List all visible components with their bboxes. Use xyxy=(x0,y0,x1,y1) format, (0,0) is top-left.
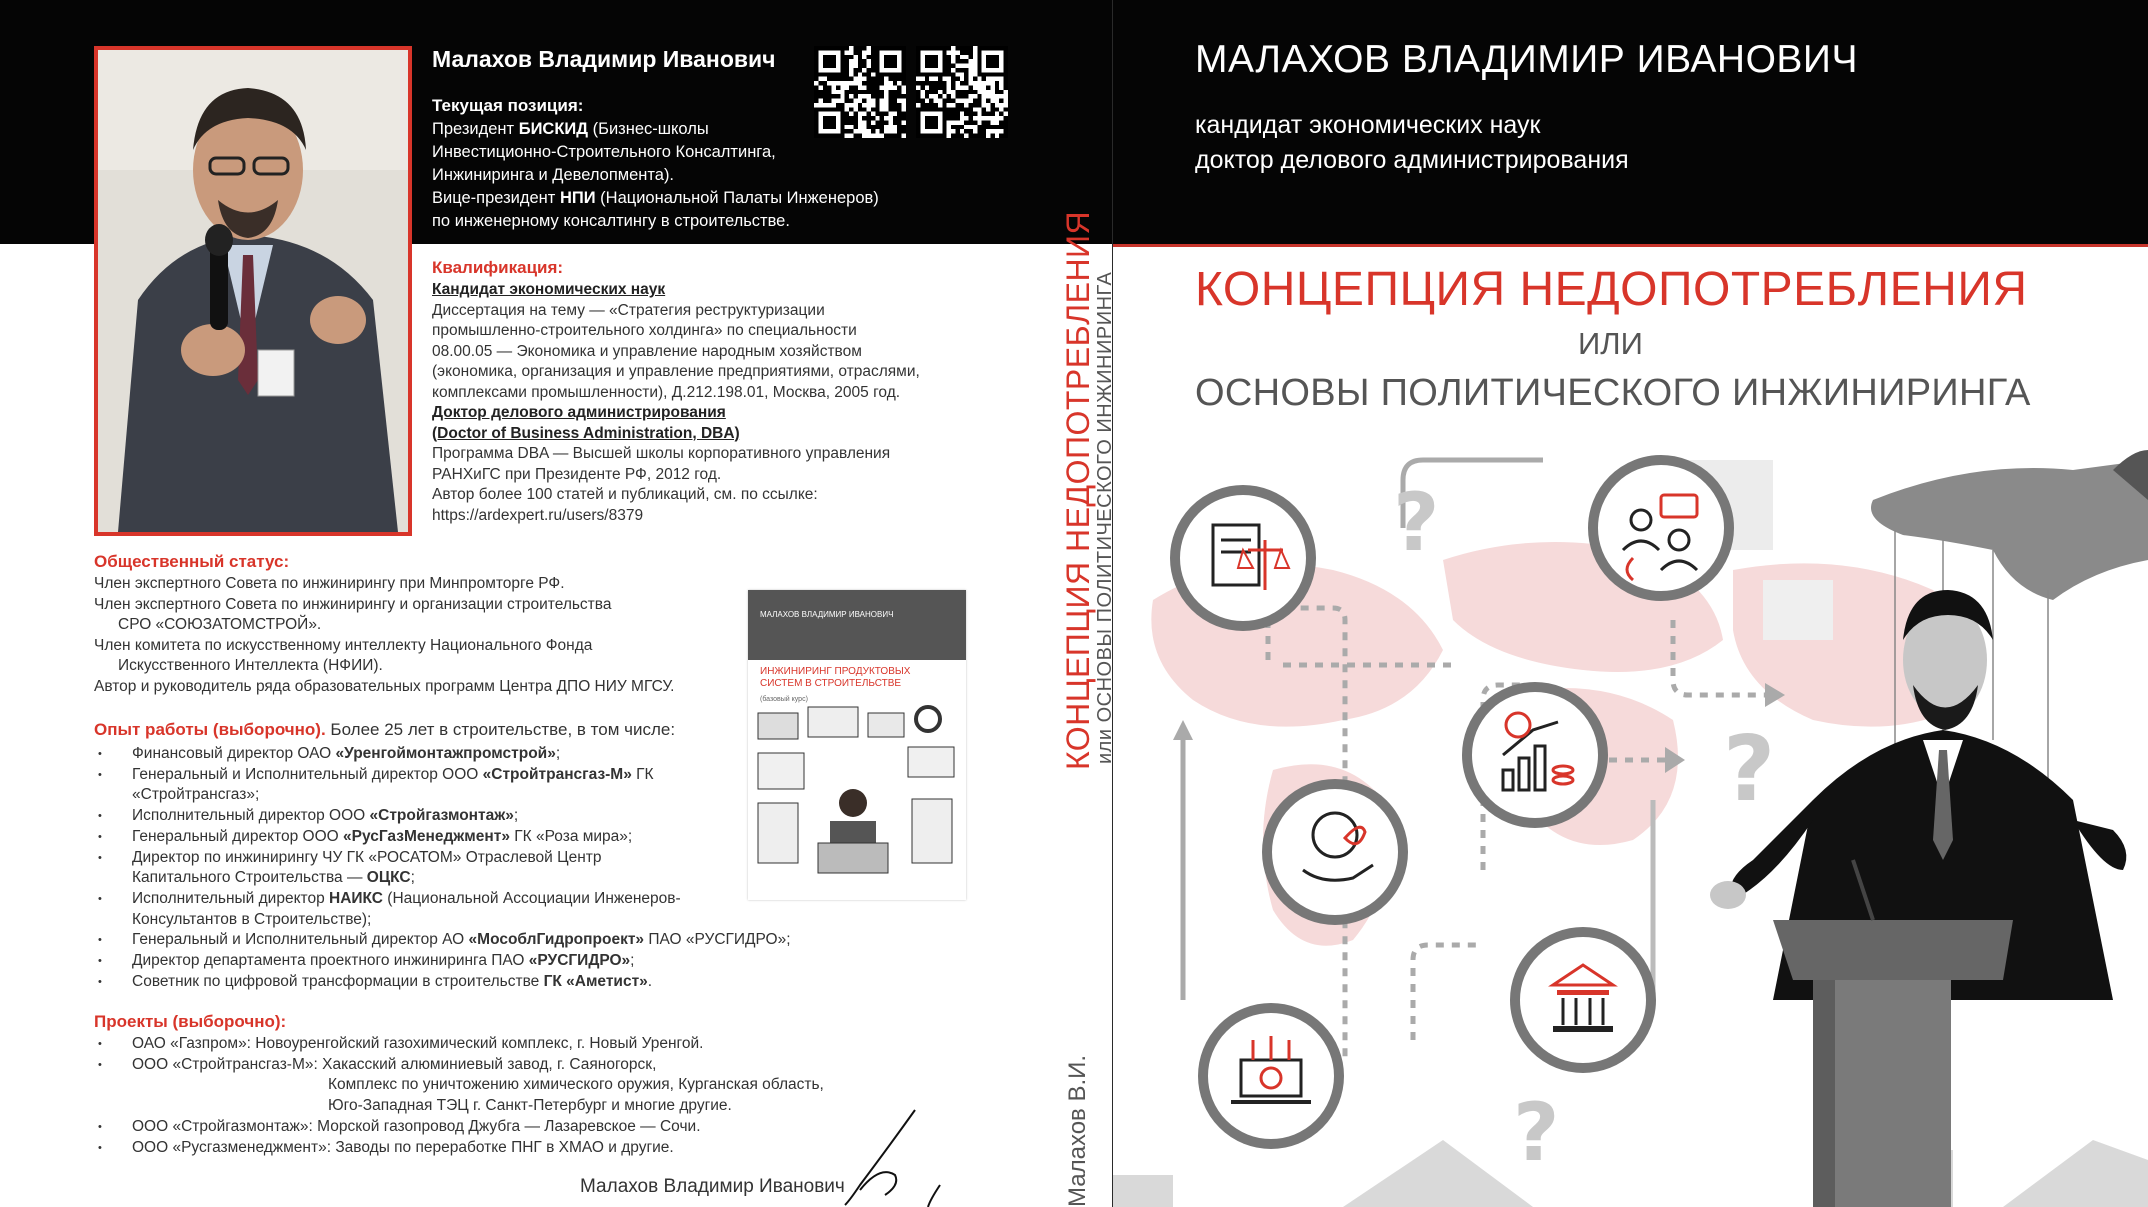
position-line: Инжиниринга и Девелопмента). xyxy=(432,166,675,184)
phd-line: комплексами промышленности), Д.212.198.01, Москва, 2005 год. xyxy=(432,383,901,401)
signature-name: Малахов Владимир Иванович xyxy=(580,1176,845,1197)
dba-description xyxy=(432,444,992,526)
experience-item: • Генеральный и Исполнительный директор АО «МособлГидропроект» ПАО «РУСГИДРО»; xyxy=(94,930,814,951)
back-author-name: Малахов Владимир Иванович xyxy=(432,46,776,72)
money-chart-icon xyxy=(1467,687,1603,823)
degree-line-2: доктор делового администрирования xyxy=(1195,146,1629,174)
status-line: Член экспертного Совета по инжинирингу при Минпромторге РФ. xyxy=(94,575,565,592)
experience-item: • Директор по инжинирингу ЧУ ГК «РОСАТОМ» Отраслевой Центр Капитального Строительства — ОЦКС; xyxy=(94,848,814,889)
experience-bold: «Стройтрансгаз-М» xyxy=(482,765,632,783)
experience-item-cont: Капитального Строительства — ОЦКС; xyxy=(132,869,415,887)
svg-text:?: ? xyxy=(1393,476,1440,569)
phd-heading: Кандидат экономических наук xyxy=(432,281,666,298)
signature-scribble xyxy=(800,1105,960,1207)
svg-text:?: ? xyxy=(1723,717,1776,822)
project-item-cont: Комплекс по уничтожению химического оружия, Курганская область, xyxy=(328,1076,824,1094)
government-building-icon xyxy=(1515,932,1651,1068)
public-status-block xyxy=(94,574,734,697)
globe-hand-icon xyxy=(1267,784,1403,920)
phd-line: промышленно-строительного холдинга» по специальности xyxy=(432,322,857,339)
front-degrees xyxy=(1195,108,1629,178)
experience-list xyxy=(94,744,814,992)
experience-heading-line xyxy=(94,720,794,741)
phd-line: (экономика, организация и управление предприятиями, отраслями, xyxy=(432,363,920,380)
experience-item: • Генеральный директор ООО «РусГазМенеджмент» ГК «Роза мира»; xyxy=(94,827,814,848)
project-item: • ООО «Стройтрансгаз-М»: Хакасский алюминиевый завод, г. Саяногорск, Комплекс по уничтожению химического оружия, Курганская область, Юго-Западная ТЭЦ г. Санкт-Петербург и многие другие. xyxy=(94,1055,914,1117)
project-item: • ООО «Русгазменеджмент»: Заводы по переработке ПНГ в ХМАО и другие. xyxy=(94,1138,914,1159)
position-line: Инвестиционно-Строительного Консалтинга, xyxy=(432,143,776,161)
cover-illustration xyxy=(1113,440,2148,1207)
svg-text:?: ? xyxy=(1513,1086,1560,1179)
experience-item: • Директор департамента проектного инжиниринга ПАО «РУСГИДРО»; xyxy=(94,951,814,972)
phd-description xyxy=(432,301,992,404)
current-position-heading: Текущая позиция: xyxy=(432,96,584,115)
experience-item: • Финансовый директор ОАО «Уренгоймонтажпромстрой»; xyxy=(94,744,814,765)
status-line: Автор и руководитель ряда образовательных программ Центра ДПО НИУ МГСУ. xyxy=(94,677,675,695)
phd-line: Диссертация на тему — «Стратегия реструктуризации xyxy=(432,301,825,319)
experience-heading-rest: Более 25 лет в строительстве, в том числе: xyxy=(325,720,676,739)
dba-heading-2: (Doctor of Business Administration, DBA) xyxy=(432,424,740,442)
front-red-rule xyxy=(1112,244,2148,247)
experience-bold: НАИКС xyxy=(329,889,383,907)
qualification-block xyxy=(432,280,992,526)
puppeteer-hand xyxy=(1871,450,2148,600)
public-status-heading: Общественный статус: xyxy=(94,552,290,571)
spine-author: Малахов В.И. xyxy=(1064,1054,1091,1207)
mini-book-cover[interactable] xyxy=(748,590,966,900)
degree-line-1: кандидат экономических наук xyxy=(1195,111,1541,139)
experience-item: • Исполнительный директор НАИКС (Национальной Ассоциации Инженеров- Консультантов в Строительстве); xyxy=(94,889,814,930)
experience-item: • Генеральный и Исполнительный директор ООО «Стройтрансгаз-М» ГК «Стройтрансгаз»; xyxy=(94,765,814,806)
position-line: по инженерному консалтингу в строительстве. xyxy=(432,212,790,230)
document-scales-icon xyxy=(1175,490,1311,626)
phd-line: 08.00.05 — Экономика и управление народным хозяйством xyxy=(432,342,862,360)
experience-bold: «РусГазМенеджмент» xyxy=(343,827,510,845)
mini-book-illustration xyxy=(748,703,966,883)
laptop-circuit-icon xyxy=(1203,1008,1339,1144)
mini-book-title: ИНЖИНИРИНГ ПРОДУКТОВЫХ СИСТЕМ В СТРОИТЕЛЬСТВЕ xyxy=(760,666,911,689)
book-title-main: КОНЦЕПЦИЯ НЕДОПОТРЕБЛЕНИЯ xyxy=(1195,263,2028,316)
status-line: Искусственного Интеллекта (НФИИ). xyxy=(118,657,383,674)
book-title-or: ИЛИ xyxy=(1578,326,1643,361)
qualification-heading: Квалификация: xyxy=(432,258,564,277)
experience-bold: «Уренгоймонтажпромстрой» xyxy=(335,745,556,762)
experience-item-cont: Консультантов в Строительстве); xyxy=(132,910,372,928)
people-chat-icon xyxy=(1593,460,1729,596)
author-photo xyxy=(94,46,412,536)
book-title-sub: ОСНОВЫ ПОЛИТИЧЕСКОГО ИНЖИНИРИНГА xyxy=(1195,372,2031,414)
projects-heading: Проекты (выборочно): xyxy=(94,1012,287,1031)
status-line: Член комитета по искусственному интеллекту Национального Фонда xyxy=(94,636,593,654)
project-item: • ООО «Стройгазмонтаж»: Морской газопровод Джубга — Лазаревское — Сочи. xyxy=(94,1117,914,1138)
dba-heading-1: Доктор делового администрирования xyxy=(432,404,726,421)
dba-line: РАНХиГС при Президенте РФ, 2012 год. xyxy=(432,465,722,483)
position-bold: НПИ xyxy=(559,189,596,207)
experience-bold: ГК «Аметист» xyxy=(543,972,648,990)
experience-bold: «МособлГидропроект» xyxy=(468,931,645,949)
experience-bold: ОЦКС xyxy=(366,869,411,887)
current-position-text xyxy=(432,118,952,233)
front-author-name: МАЛАХОВ ВЛАДИМИР ИВАНОВИЧ xyxy=(1195,38,1858,81)
experience-item: • Советник по цифровой трансформации в строительстве ГК «Аметист». xyxy=(94,972,814,993)
experience-heading: Опыт работы (выборочно). xyxy=(94,720,326,739)
experience-bold: «Стройгазмонтаж» xyxy=(369,807,514,825)
position-line: Президент БИСКИД (Бизнес-школы xyxy=(432,120,709,138)
status-line: Член экспертного Совета по инжинирингу и организации строительства xyxy=(94,595,612,613)
project-item: • ОАО «Газпром»: Новоуренгойский газохимический комплекс, г. Новый Уренгой. xyxy=(94,1034,914,1055)
mini-book-subtitle: (базовый курс) xyxy=(760,696,808,703)
spine-title: КОНЦЕПЦИЯ НЕДОПОТРЕБЛЕНИЯ xyxy=(1060,210,1096,770)
position-bold: БИСКИД xyxy=(518,120,589,138)
status-line: СРО «СОЮЗАТОМСТРОЙ». xyxy=(118,616,322,633)
experience-item: • Исполнительный директор ООО «Стройгазмонтаж»; xyxy=(94,806,814,827)
projects-list xyxy=(94,1034,914,1158)
dba-line: Автор более 100 статей и публикаций, см. по ссылке: xyxy=(432,486,818,503)
project-item-cont: Юго-Западная ТЭЦ г. Санкт-Петербург и многие другие. xyxy=(328,1097,732,1115)
spine-subtitle: или ОСНОВЫ ПОЛИТИЧЕСКОГО ИНЖИНИРИНГА xyxy=(1094,271,1116,764)
experience-item-cont: «Стройтрансгаз»; xyxy=(132,786,260,804)
position-line: Вице-президент НПИ (Национальной Палаты Инженеров) xyxy=(432,189,879,207)
experience-bold: «РУСГИДРО» xyxy=(528,952,631,970)
mini-book-author: МАЛАХОВ ВЛАДИМИР ИВАНОВИЧ xyxy=(748,590,966,660)
dba-line: https://ardexpert.ru/users/8379 xyxy=(432,506,644,524)
dba-line: Программа DBA — Высшей школы корпоративного управления xyxy=(432,445,891,462)
